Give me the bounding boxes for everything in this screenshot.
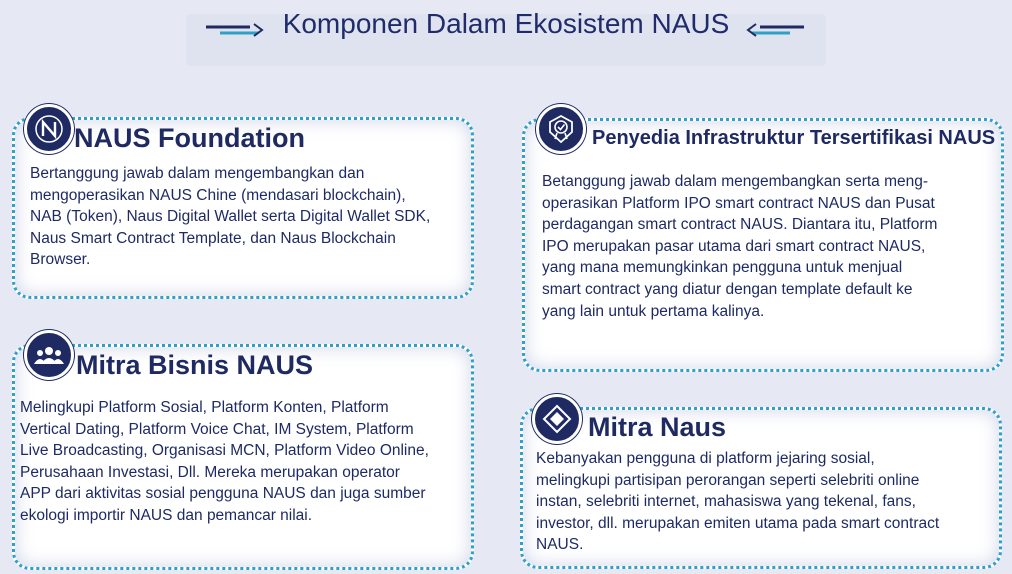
description-line: Kebanyakan pengguna di platform jejaring sosial, <box>536 450 875 467</box>
description-line: operasikan Platform IPO smart contract NAUS dan Pusat <box>542 194 935 212</box>
diamond-handshake-icon <box>532 394 582 444</box>
certificate-badge-icon <box>536 104 586 154</box>
description-line: Bertanggung jawab dalam mengembangkan dan <box>30 165 365 182</box>
page-title: Komponen Dalam Ekosistem NAUS <box>282 8 730 39</box>
description-line: Live Broadcasting, Organisasi MCN, Platform Video Online, <box>20 442 429 460</box>
card-title: Mitra Bisnis NAUS <box>76 350 314 380</box>
right-line-decoration-icon <box>744 21 804 39</box>
description-line: IPO merupakan pasar utama dari smart contract NAUS, <box>542 237 926 255</box>
description-line: APP dari aktivitas sosial pengguna NAUS dan juga sumber <box>20 485 426 503</box>
description-line: ekologi importir NAUS dan pemancar nilai. <box>20 506 313 524</box>
description-line: NAB (Token), Naus Digital Wallet serta Digital Wallet SDK, <box>30 208 431 226</box>
description-line: Perusahaan Investasi, Dll. Mereka merupakan operator <box>20 463 400 481</box>
description-line: Naus Smart Contract Template, dan Naus Blockchain <box>30 229 396 247</box>
description-line: yang lain untuk pertama kalinya. <box>542 302 765 320</box>
card-title: Mitra Naus <box>588 412 727 442</box>
description-line: instan, selebriti internet, mahasiswa yang tekenal, fans, <box>536 493 916 511</box>
description-line: yang mana memungkinkan pengguna untuk menjual <box>542 259 903 277</box>
description-line: Vertical Dating, Platform Voice Chat, IM System, Platform <box>20 420 414 438</box>
description-line: mengoperasikan NAUS Chine (mendasari blockchain), <box>30 186 406 204</box>
group-people-icon <box>24 330 74 380</box>
description-line: perdagangan smart contract NAUS. Diantara itu, Platform <box>542 216 938 234</box>
card-description <box>30 163 464 271</box>
n-logo-icon <box>24 104 74 154</box>
card-title: NAUS Foundation <box>74 123 305 153</box>
description-line: Melingkupi Platform Sosial, Platform Konten, Platform <box>20 399 389 416</box>
card-description <box>536 448 992 556</box>
description-line: Browser. <box>30 251 91 269</box>
description-line: NAUS. <box>536 536 584 554</box>
description-line: smart contract yang diatur dengan template default ke <box>542 280 913 298</box>
description-line: melingkupi partisipan perorangan seperti selebriti online <box>536 471 920 489</box>
description-line: Betanggung jawab dalam mengembangkan serta meng- <box>542 173 929 190</box>
card-title: Penyedia Infrastruktur Tersertifikasi NAUS <box>592 127 996 149</box>
card-description <box>20 397 466 527</box>
card-description <box>542 171 984 322</box>
description-line: investor, dll. merupakan emiten utama pada smart contract <box>536 514 940 532</box>
